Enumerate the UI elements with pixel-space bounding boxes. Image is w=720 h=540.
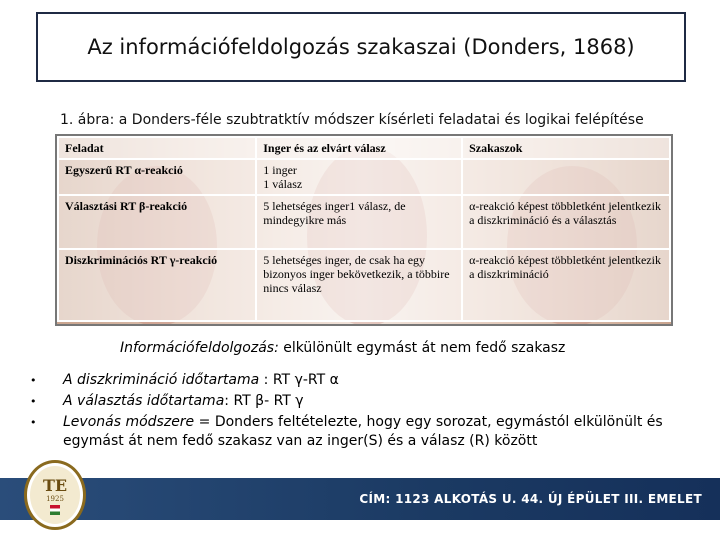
task-cell: Választási RT β-reakció bbox=[58, 195, 256, 249]
bullet-text: : RT γ-RT α bbox=[259, 372, 339, 388]
bullet-marker: • bbox=[30, 416, 37, 429]
slide-title: Az információfeldolgozás szakaszai (Donders, 1868) bbox=[87, 35, 635, 59]
figure-caption: 1. ábra: a Donders-féle szubtratktív módszer kísérleti feladatai és logikai felépítése bbox=[60, 112, 644, 128]
footer-bar bbox=[0, 475, 720, 520]
bullet-term: A diszkrimináció időtartama bbox=[63, 372, 260, 388]
task-cell: Diszkriminációs RT γ-reakció bbox=[58, 249, 256, 321]
list-item bbox=[30, 392, 695, 411]
figure-table-panel bbox=[55, 134, 673, 326]
bullet-term: Levonás módszere bbox=[63, 414, 195, 430]
title-box bbox=[36, 12, 686, 82]
table-row bbox=[58, 195, 670, 249]
bullet-term: A választás időtartama bbox=[63, 393, 225, 409]
list-item bbox=[30, 413, 695, 451]
bullet-list bbox=[30, 371, 695, 453]
table-row bbox=[58, 159, 670, 195]
stimulus-line: 1 inger bbox=[263, 163, 297, 177]
seal-letters: TE bbox=[42, 475, 68, 495]
table-header-row bbox=[58, 137, 670, 159]
bullet-text: = Donders feltételezte, hogy egy sorozat, egymástól elkülönült és egymást át nem fedő szakasz van az inger(S) és a válasz (R) között bbox=[63, 414, 663, 449]
stages-cell: α-reakció képest többletként jelentkezik a diszkrimináció bbox=[462, 249, 670, 321]
flag-icon bbox=[50, 505, 60, 515]
seal-year: 1925 bbox=[46, 494, 64, 503]
stages-cell bbox=[462, 159, 670, 195]
stimulus-cell bbox=[256, 159, 462, 195]
stimulus-line: 1 válasz bbox=[263, 177, 303, 191]
seal-inner bbox=[30, 466, 80, 524]
info-term: Információfeldolgozás: bbox=[120, 340, 279, 356]
info-text: elkülönült egymást át nem fedő szakasz bbox=[278, 340, 566, 356]
header-cell: Szakaszok bbox=[462, 137, 670, 159]
bullet-text: : RT β- RT γ bbox=[224, 393, 304, 409]
list-item bbox=[30, 371, 695, 390]
bullet-marker: • bbox=[30, 395, 37, 408]
stimulus-cell: 5 lehetséges inger1 válasz, de mindegyikre más bbox=[256, 195, 462, 249]
stimulus-cell: 5 lehetséges inger, de csak ha egy bizonyos inger bekövetkezik, a többire nincs válasz bbox=[256, 249, 462, 321]
footer-address: CÍM: 1123 ALKOTÁS U. 44. ÚJ ÉPÜLET III. EMELET bbox=[359, 492, 702, 506]
info-definition bbox=[120, 340, 565, 356]
table-row bbox=[58, 249, 670, 321]
stages-cell: α-reakció képest többletként jelentkezik a diszkrimináció és a választás bbox=[462, 195, 670, 249]
header-cell: Inger és az elvárt válasz bbox=[256, 137, 462, 159]
header-cell: Feladat bbox=[58, 137, 256, 159]
university-seal-icon bbox=[24, 460, 86, 530]
task-cell: Egyszerű RT α-reakció bbox=[58, 159, 256, 195]
bullet-marker: • bbox=[30, 374, 37, 387]
donders-tasks-table bbox=[57, 136, 671, 322]
